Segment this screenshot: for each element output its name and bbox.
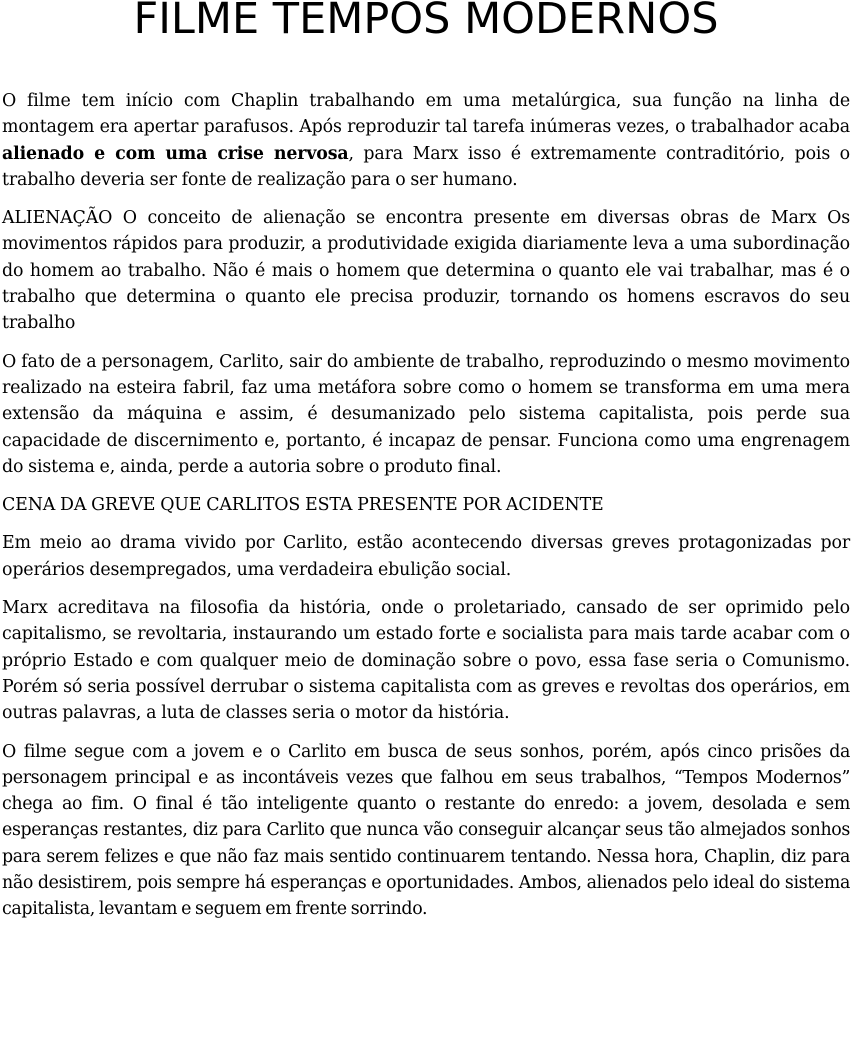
paragraph-final: O filme segue com a jovem e o Carlito em busca de seus sonhos, porém, após cinco prisões da personagem principal e as incontáveis vezes que falhou em seus trabalhos, “Tempos Modernos” chega ao fim. O final é tão inteligente quanto o restante do enredo: a jovem, desolada e sem esperanças restantes, diz para Carlito que nunca vão conseguir alcançar seus tão almejados sonhos para serem felizes e que não faz mais sentido continuarem tentando. Nessa hora, Chaplin, diz para não desistirem, pois sempre há esperanças e oportunidades. Ambos, alienados pelo ideal do sistema capitalista, levantam e seguem em frente sorrindo.: [2, 741, 850, 920]
paragraph-intro-bold-text: alienado e com uma crise nervosa: [2, 143, 349, 164]
paragraph-intro: [2, 88, 850, 193]
section-heading-greve: CENA DA GREVE QUE CARLITOS ESTA PRESENTE POR ACIDENTE: [2, 495, 604, 516]
paragraph-intro-text-start: O filme tem início com Chaplin trabalhando em uma metalúrgica, sua função na linha de montagem era apertar parafusos. Após reproduzir tal tarefa inúmeras vezes, o trabalhador acaba: [2, 91, 850, 138]
paragraph-greves: Em meio ao drama vivido por Carlito, estão acontecendo diversas greves protagonizadas por operários desempregados, uma verdadeira ebulição social.: [2, 533, 850, 580]
paragraph-alienacao: ALIENAÇÃO O conceito de alienação se encontra presente em diversas obras de Marx Os movimentos rápidos para produzir, a produtividade exigida diariamente leva a uma subordinação do homem ao trabalho. Não é mais o homem que determina o quanto ele vai trabalhar, mas é o trabalho que determina o quanto ele precisa produzir, tornando os homens escravos do seu trabalho: [2, 208, 850, 334]
document-page: [2, 0, 850, 935]
paragraph-intro-text-end: , para Marx isso é extremamente contraditório, pois o trabalho deveria ser fonte de realização para o ser humano.: [2, 143, 850, 190]
paragraph-marx-historia: Marx acreditava na filosofia da história, onde o proletariado, cansado de ser oprimido pelo capitalismo, se revoltaria, instaurando um estado forte e socialista para mais tarde acabar com o próprio Estado e com qualquer meio de dominação sobre o povo, essa fase seria o Comunismo. Porém só seria possível derrubar o sistema capitalista com as greves e revoltas dos operários, em outras palavras, a luta de classes seria o motor da história.: [2, 598, 850, 724]
paragraph-carlito-metafora: O fato de a personagem, Carlito, sair do ambiente de trabalho, reproduzindo o mesmo movimento realizado na esteira fabril, faz uma metáfora sobre como o homem se transforma em uma mera extensão da máquina e assim, é desumanizado pelo sistema capitalista, pois perde sua capacidade de discernimento e, portanto, é incapaz de pensar. Funciona como uma engrenagem do sistema e, ainda, perde a autoria sobre o produto final.: [2, 351, 850, 477]
page-title: FILME TEMPOS MODERNOS: [133, 0, 719, 44]
